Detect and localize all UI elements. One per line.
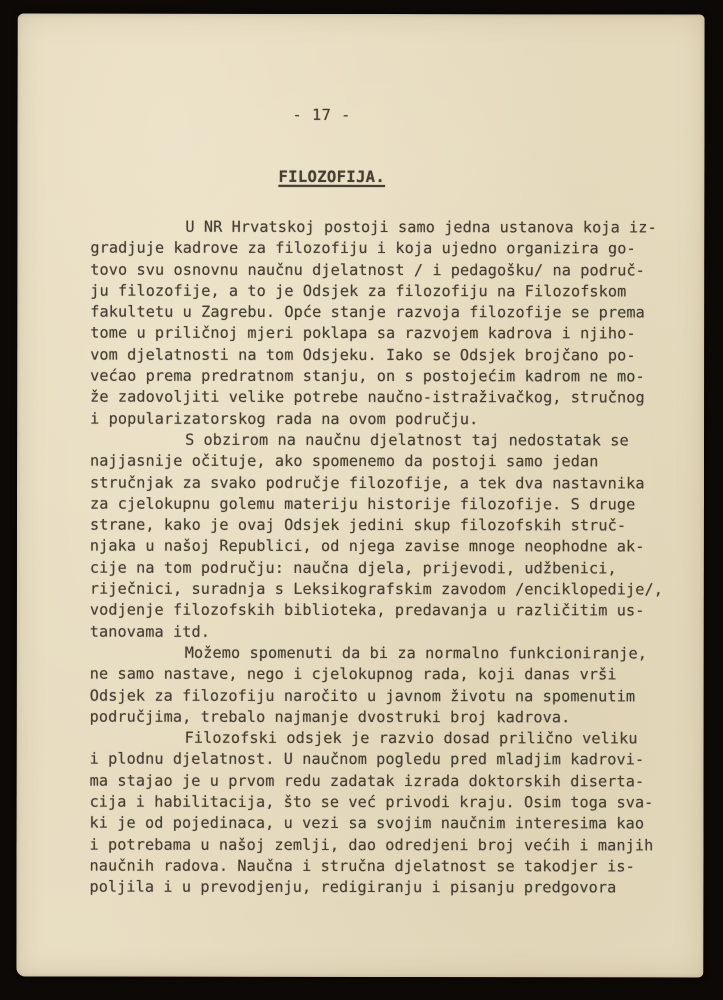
text-line: i popularizatorskog rada na ovom području. xyxy=(90,409,479,428)
text-line: njaka u našoj Republici, od njega zavise mnoge neophodne ak- xyxy=(89,537,645,556)
text-line: vodjenje filozofskih biblioteka, predavanja u različitim us- xyxy=(89,600,645,620)
text-line: cija i habilitacija, što se već privodi kraju. Osim toga sva- xyxy=(89,792,654,812)
text-line: vom djelatnosti na tom Odsjeku. Iako se Odsjek brojčano po- xyxy=(90,345,636,365)
text-line: za cjelokupnu golemu materiju historije filozofije. S druge xyxy=(89,494,636,514)
text-line: ma stajao je u prvom redu zadatak izrada doktorskih diserta- xyxy=(89,771,645,791)
text-line: tome u priličnoj mjeri poklapa sa razvojem kadrova i njiho- xyxy=(90,324,636,343)
text-line: područjima, trebalo najmanje dvostruki broj kadrova. xyxy=(89,707,571,727)
paragraph xyxy=(89,728,674,899)
text-line: i plodnu djelatnost. U naučnom pogledu pred mladjim kadrovi- xyxy=(89,750,645,769)
text-line: cije na tom području: naučna djela, prijevodi, udžbenici, xyxy=(89,558,617,578)
text-line: strane, kako je ovaj Odsjek jedini skup filozofskih struč- xyxy=(89,515,627,535)
text-line: že zadovoljiti velike potrebe naučno-istraživačkog, stručnog xyxy=(90,387,645,407)
text-line: U NR Hrvatskoj postoji samo jedna ustanova koja iz- xyxy=(185,217,657,237)
text-line: gradjuje kadrove za filozofiju i koja ujedno organizira go- xyxy=(90,238,636,258)
text-line: tanovama itd. xyxy=(89,622,210,641)
text-line: ne samo nastave, nego i cjelokupnog rada, koji danas vrši xyxy=(89,664,617,684)
text-line: Filozofski odsjek je razvio dosad prilično veliku xyxy=(184,728,638,748)
document-body xyxy=(89,217,675,899)
text-line: riječnici, suradnja s Leksikografskim zavodom /enciklopedije/, xyxy=(89,579,663,599)
text-line: naučnih radova. Naučna i stručna djelatnost se takodjer is- xyxy=(89,856,635,876)
paragraph xyxy=(90,217,675,431)
text-line: ki je od pojedinaca, u vezi sa svojim naučnim interesima kao xyxy=(89,813,645,833)
paragraph xyxy=(90,643,675,729)
text-line: i potrebama u našoj zemlji, dao odredjeni broj većih i manjih xyxy=(89,835,654,855)
document-page xyxy=(16,14,704,978)
paragraph xyxy=(90,430,675,644)
page-number: - 17 - xyxy=(292,105,351,124)
text-line: poljila i u prevodjenju, redigiranju i pisanju predgovora xyxy=(89,877,617,897)
text-line: Odsjek za filozofiju naročito u javnom životu na spomenutim xyxy=(89,686,636,705)
text-line: tovo svu osnovnu naučnu djelatnost / i pedagošku/ na područ- xyxy=(90,260,645,279)
text-line: stručnjak za svako područje filozofije, a tek dva nastavnika xyxy=(90,473,645,492)
text-line: fakultetu u Zagrebu. Opće stanje razvoja filozofije se prema xyxy=(90,302,645,322)
text-line: ju filozofije, a to je Odsjek za filozofiju na Filozofskom xyxy=(90,281,627,301)
text-line: većao prema predratnom stanju, on s postojećim kadrom ne mo- xyxy=(90,366,645,386)
text-line: Možemo spomenuti da bi za normalno funkcioniranje, xyxy=(184,643,647,663)
text-line: S obzirom na naučnu djelatnost taj nedostatak se xyxy=(185,430,629,450)
document-title: FILOZOFIJA. xyxy=(278,167,386,187)
text-line: najjasnije očituje, ako spomenemo da postoji samo jedan xyxy=(90,451,599,471)
